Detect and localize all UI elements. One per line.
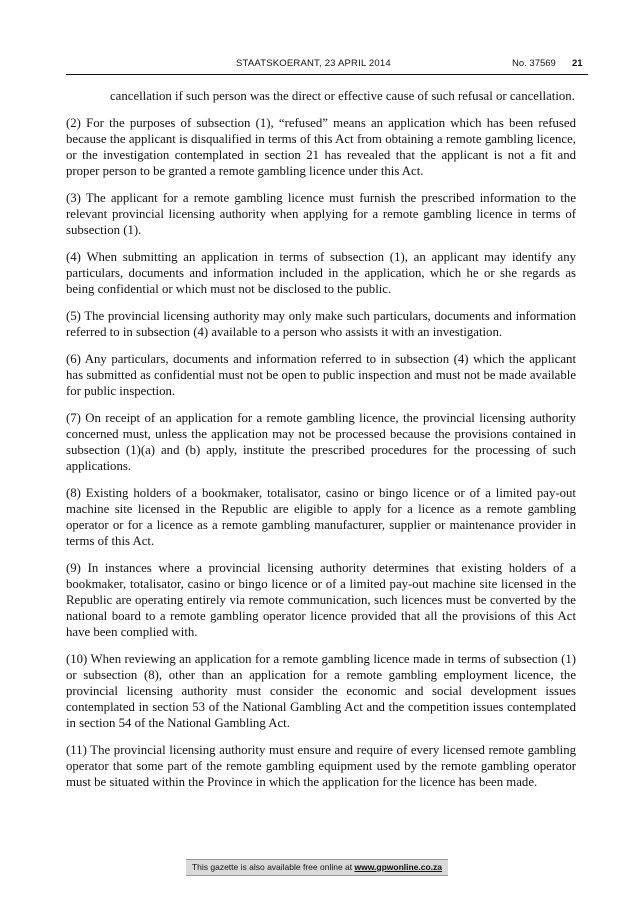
body-text bbox=[66, 88, 576, 801]
footer-text: This gazette is also available free online at bbox=[191, 862, 355, 872]
gazette-title: STAATSKOERANT, 23 APRIL 2014 bbox=[236, 58, 391, 69]
paragraph-9: (9) In instances where a provincial licensing authority determines that existing holders of a bookmaker, totalisator, casino or bingo licence or of a limited pay-out machine site licensed in the Republic are operating entirely via remote communication, such licences must be converted by the national board to a remote gambling operator licence provided that all the provisions of this Act have been complied with. bbox=[66, 561, 576, 639]
footer-link[interactable]: www.gpwonline.co.za bbox=[354, 862, 443, 872]
paragraph-10: (10) When reviewing an application for a remote gambling licence made in terms of subsection (1) or subsection (8), other than an application for a remote gambling employment licence, the provincial licensing authority must consider the economic and social development issues contemplated in section 53 of the National Gambling Act and the competition issues contemplated in section 54 of the National Gambling Act. bbox=[66, 652, 576, 730]
issue-number: No. 37569 bbox=[512, 58, 556, 69]
paragraph-6: (6) Any particulars, documents and information referred to in subsection (4) which the applicant has submitted as confidential must not be open to public inspection and must not be made available for public inspection. bbox=[66, 352, 576, 398]
paragraph-4: (4) When submitting an application in terms of subsection (1), an applicant may identify any particulars, documents and information included in the application, which he or she regards as being confidential or which must not be disclosed to the public. bbox=[66, 250, 576, 296]
paragraph-2: (2) For the purposes of subsection (1), “refused” means an application which has been refused because the applicant is disqualified in terms of this Act from obtaining a remote gambling licence, or the investigation contemplated in section 21 has revealed that the applicant is not a fit and proper person to be granted a remote gambling licence under this Act. bbox=[66, 116, 576, 178]
header-rule bbox=[66, 74, 588, 75]
paragraph-3: (3) The applicant for a remote gambling licence must furnish the prescribed information to the relevant provincial licensing authority when applying for a remote gambling licence in terms of subsection (1). bbox=[66, 191, 576, 237]
page-footer bbox=[186, 859, 448, 876]
page-header bbox=[66, 58, 586, 72]
paragraph-8: (8) Existing holders of a bookmaker, totalisator, casino or bingo licence or of a limited pay-out machine site licensed in the Republic are eligible to apply for a licence as a remote gambling operator or for a licence as a remote gambling manufacturer, supplier or maintenance provider in terms of this Act. bbox=[66, 486, 576, 548]
paragraph-continuation: cancellation if such person was the direct or effective cause of such refusal or cancellation. bbox=[110, 89, 575, 103]
paragraph-7: (7) On receipt of an application for a remote gambling licence, the provincial licensing authority concerned must, unless the application may not be processed because the provisions contained in subsection (1)(a) and (b) apply, institute the prescribed procedures for the processing of such applications. bbox=[66, 411, 576, 473]
page-number: 21 bbox=[572, 58, 583, 69]
paragraph-5: (5) The provincial licensing authority may only make such particulars, documents and information referred to in subsection (4) available to a person who assists it with an investigation. bbox=[66, 309, 576, 339]
paragraph-11: (11) The provincial licensing authority must ensure and require of every licensed remote gambling operator that some part of the remote gambling equipment used by the remote gambling operator must be situated within the Province in which the application for the licence has been made. bbox=[66, 743, 576, 789]
